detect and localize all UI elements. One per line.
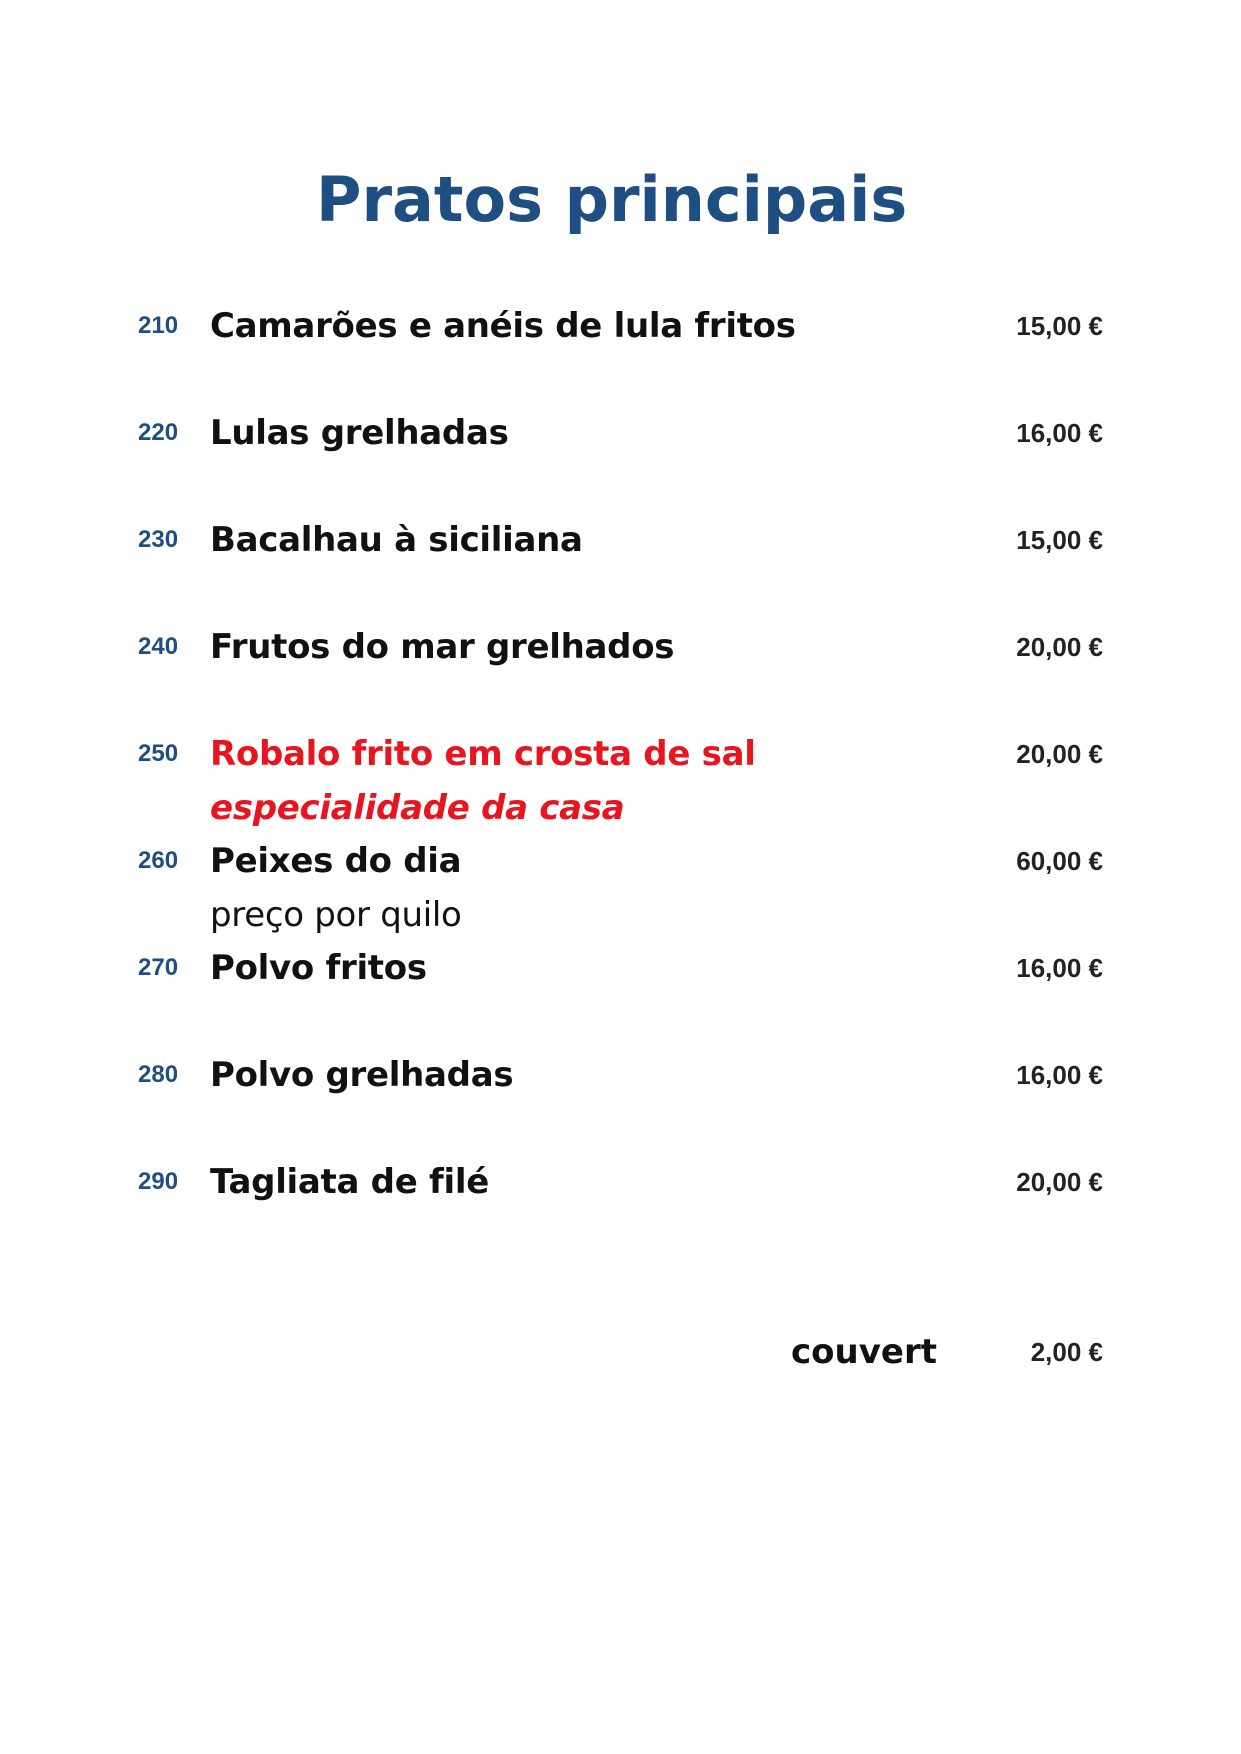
item-price: 16,00 € <box>1016 953 1103 983</box>
couvert-label: couvert <box>791 1332 937 1372</box>
item-name: Bacalhau à siciliana <box>210 520 583 560</box>
item-name: Polvo grelhadas <box>210 1055 514 1095</box>
item-code: 210 <box>138 312 179 339</box>
item-price: 20,00 € <box>1016 739 1103 769</box>
menu-item-280 <box>0 1057 1241 1167</box>
item-code: 280 <box>138 1061 179 1088</box>
item-code: 220 <box>138 419 179 446</box>
menu-item-290 <box>0 1164 1241 1274</box>
item-note: especialidade da casa <box>210 788 625 828</box>
item-name: Camarões e anéis de lula fritos <box>210 306 796 346</box>
couvert-price: 2,00 € <box>1030 1337 1103 1367</box>
item-price: 16,00 € <box>1016 418 1103 448</box>
item-code: 240 <box>138 633 179 660</box>
menu-item-220 <box>0 415 1241 525</box>
item-price: 20,00 € <box>1016 632 1103 662</box>
menu-item-270 <box>0 950 1241 1060</box>
item-code: 270 <box>138 954 179 981</box>
menu-item-240 <box>0 629 1241 739</box>
item-code: 230 <box>138 526 179 553</box>
menu-item-250 <box>0 736 1241 846</box>
item-name: Tagliata de filé <box>210 1162 489 1202</box>
item-code: 260 <box>138 847 179 874</box>
item-name: Robalo frito em crosta de sal <box>210 734 756 774</box>
item-name: Polvo fritos <box>210 948 427 988</box>
item-price: 15,00 € <box>1016 525 1103 555</box>
menu-item-210 <box>0 308 1241 418</box>
item-note: preço por quilo <box>210 895 462 935</box>
item-name: Lulas grelhadas <box>210 413 509 453</box>
item-name: Frutos do mar grelhados <box>210 627 675 667</box>
item-price: 20,00 € <box>1016 1167 1103 1197</box>
item-name: Peixes do dia <box>210 841 462 881</box>
menu-item-260 <box>0 843 1241 953</box>
item-code: 290 <box>138 1168 179 1195</box>
item-price: 16,00 € <box>1016 1060 1103 1090</box>
menu-item-230 <box>0 522 1241 632</box>
item-code: 250 <box>138 740 179 767</box>
page-title: Pratos principais <box>316 163 908 236</box>
item-price: 15,00 € <box>1016 311 1103 341</box>
item-price: 60,00 € <box>1016 846 1103 876</box>
